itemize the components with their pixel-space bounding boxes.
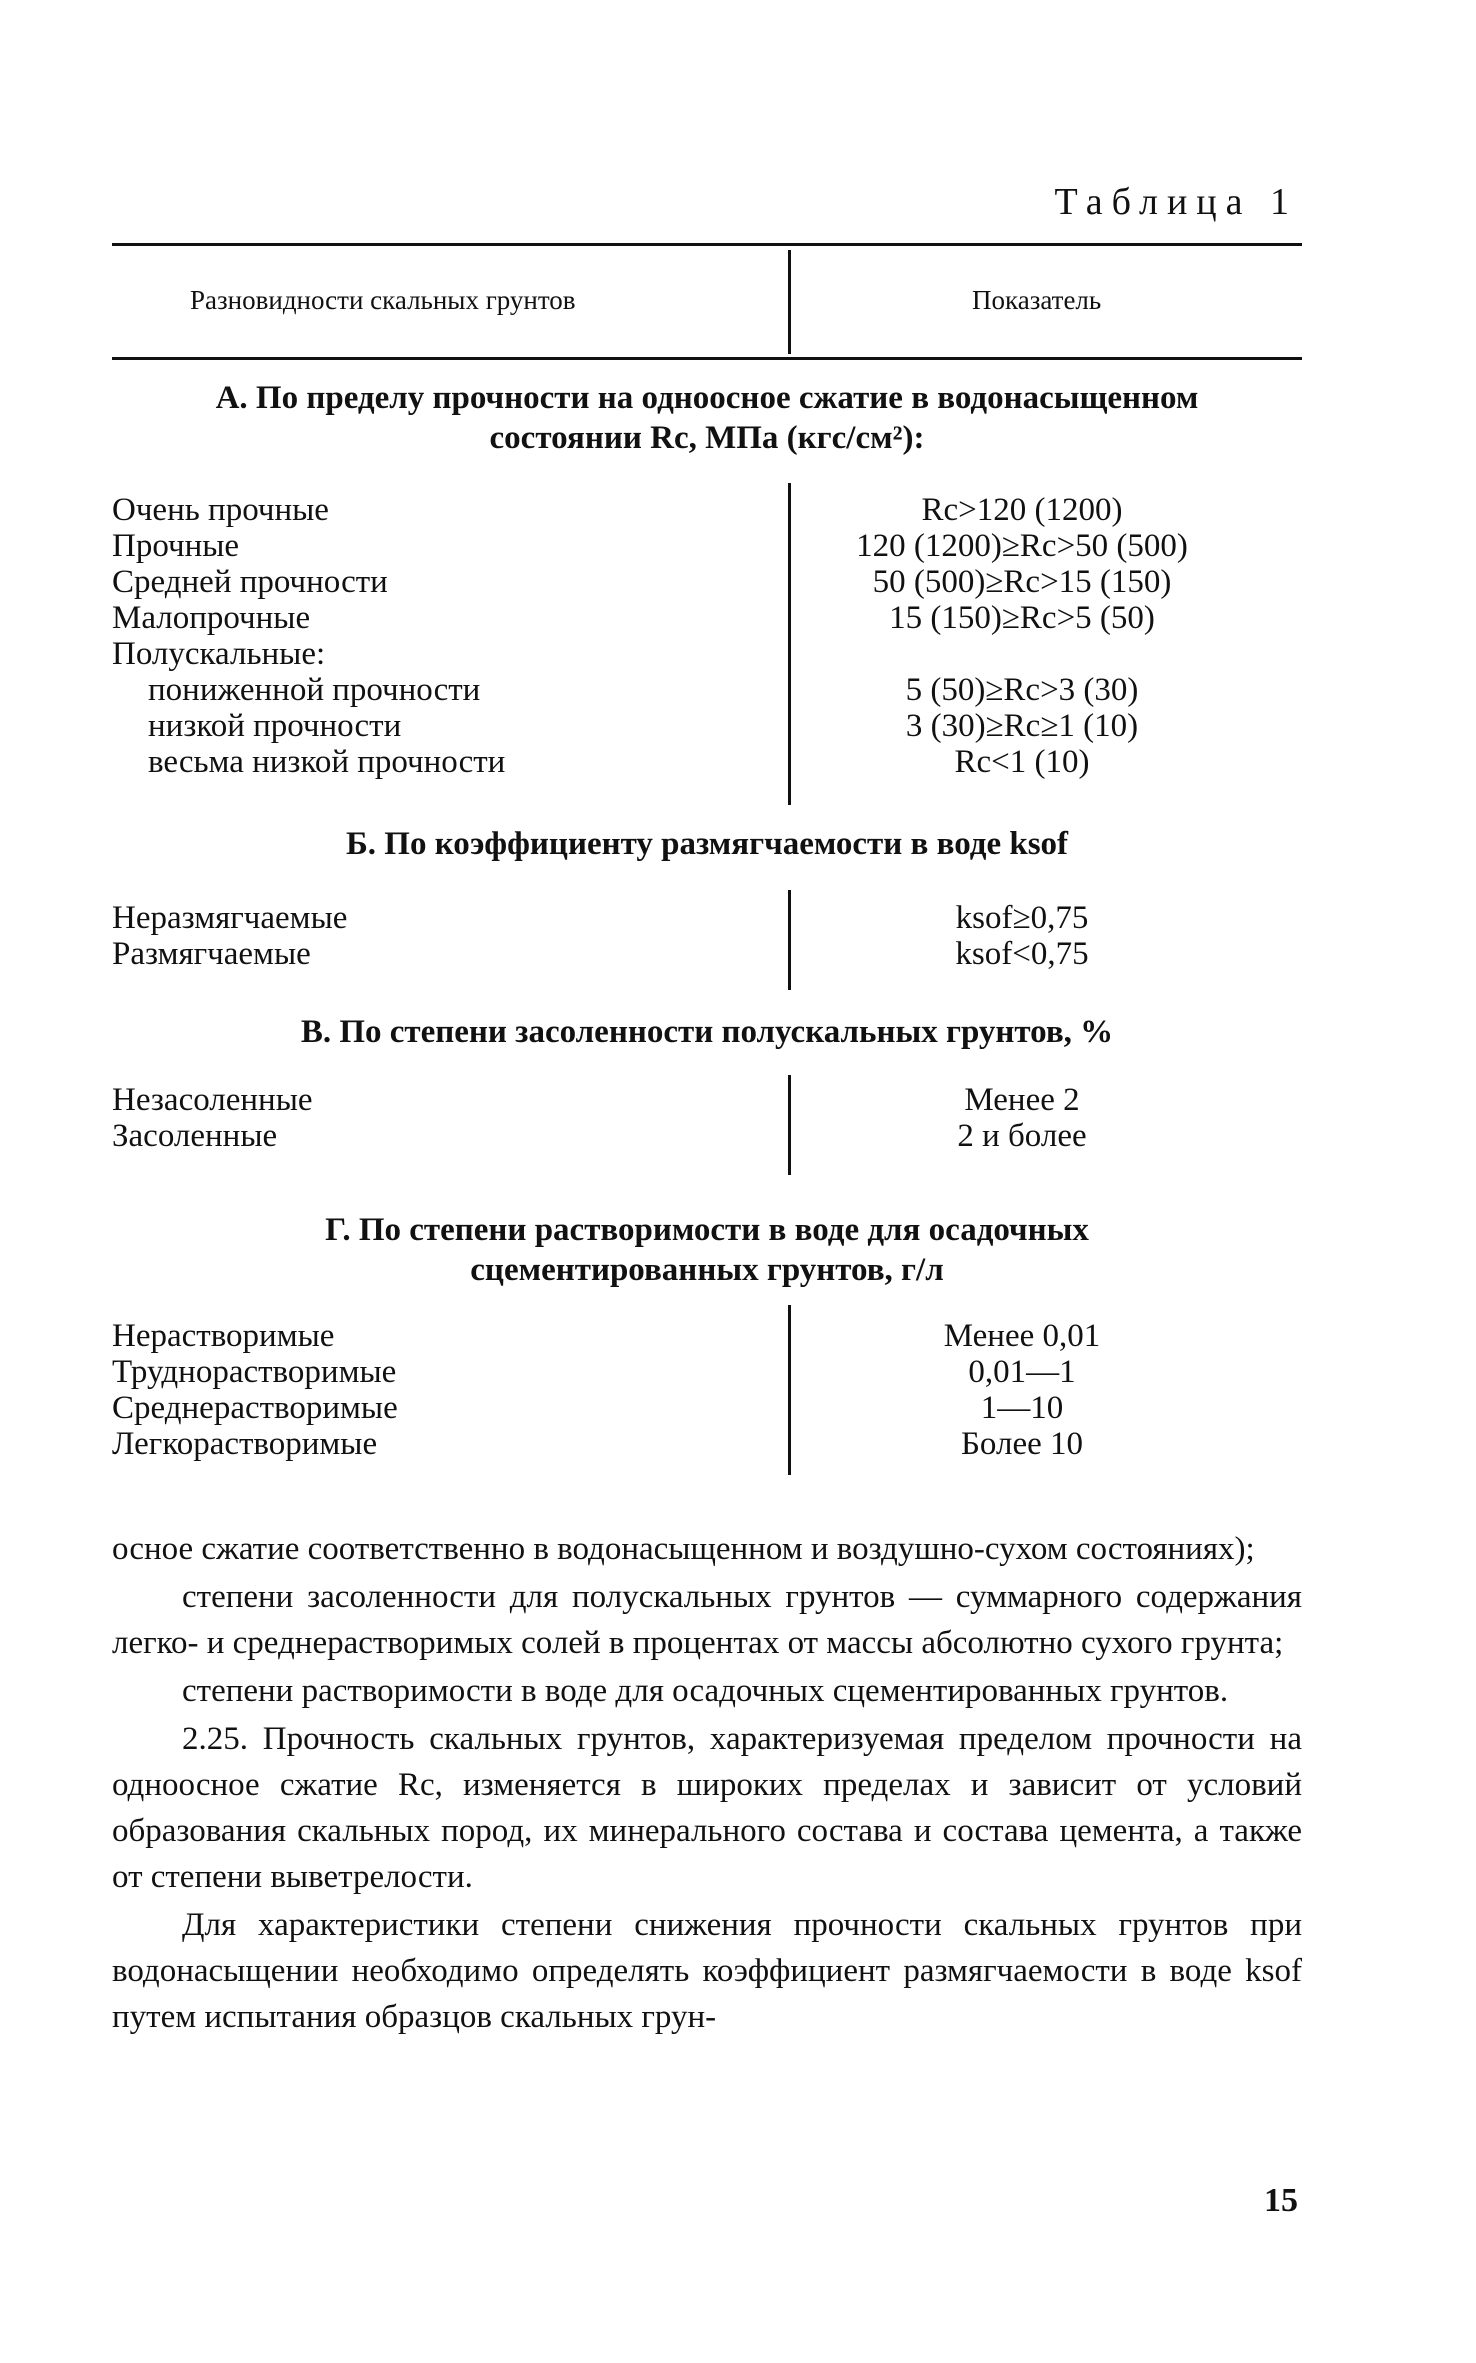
row-label: Среднерастворимые bbox=[112, 1390, 398, 1426]
row-label: Средней прочности bbox=[112, 564, 388, 600]
row-label: Неразмягчаемые bbox=[112, 900, 348, 936]
row-value: Менее 0,01 bbox=[943, 1318, 1101, 1354]
row-value: 5 (50)≥Rс>3 (30) bbox=[905, 672, 1139, 708]
row-value: 120 (1200)≥Rс>50 (500) bbox=[856, 528, 1188, 564]
row-value: Rс<1 (10) bbox=[954, 744, 1090, 780]
header-right: Показатель bbox=[972, 285, 1102, 315]
section-d-title bbox=[112, 1210, 1302, 1290]
section-b-title bbox=[112, 824, 1302, 864]
table-row bbox=[112, 1082, 1302, 1118]
table-row bbox=[112, 1390, 1302, 1426]
table-top-rule bbox=[112, 243, 1302, 246]
table-row bbox=[112, 936, 1302, 972]
row-label: Прочные bbox=[112, 528, 240, 564]
section-b-title-line1: Б. По коэффициенту размягчаемости в воде ksof bbox=[345, 826, 1069, 862]
row-value: 3 (30)≥Rс≥1 (10) bbox=[905, 708, 1139, 744]
section-c-title bbox=[112, 1012, 1302, 1052]
table-row bbox=[112, 1426, 1302, 1462]
row-value: Более 10 bbox=[960, 1426, 1084, 1462]
row-label: низкой прочности bbox=[148, 708, 402, 744]
row-value: Менее 2 bbox=[964, 1082, 1080, 1118]
table-row bbox=[112, 708, 1302, 744]
paragraph: степени засоленности для полускальных грунтов — суммарного содержания легко- и среднерастворимых солей в процентах от массы абсолютно сухого грунта; bbox=[112, 1579, 1302, 1661]
header-divider bbox=[788, 250, 791, 354]
row-value: 0,01—1 bbox=[968, 1354, 1076, 1390]
table-row bbox=[112, 564, 1302, 600]
table-row bbox=[112, 1318, 1302, 1354]
section-a-rows bbox=[112, 492, 1302, 780]
table-title: Таблица 1 bbox=[1054, 181, 1298, 223]
section-c-rows bbox=[112, 1082, 1302, 1154]
row-label: пониженной прочности bbox=[148, 672, 481, 708]
section-a-title-line1: А. По пределу прочности на одноосное сжатие в водонасыщенном bbox=[215, 380, 1199, 416]
row-label: Труднорастворимые bbox=[112, 1354, 397, 1390]
header-bottom-rule bbox=[112, 357, 1302, 360]
section-c-title-line1: В. По степени засоленности полускальных грунтов, % bbox=[300, 1014, 1114, 1050]
row-label: Нерастворимые bbox=[112, 1318, 335, 1354]
table-row bbox=[112, 492, 1302, 528]
row-label: Полускальные: bbox=[112, 636, 326, 672]
row-label: Очень прочные bbox=[112, 492, 329, 528]
table-row bbox=[112, 528, 1302, 564]
row-value: 2 и более bbox=[957, 1118, 1087, 1154]
row-value: 1—10 bbox=[980, 1390, 1064, 1426]
row-label: Малопрочные bbox=[112, 600, 311, 636]
row-label: Незасоленные bbox=[112, 1082, 313, 1118]
row-value: 15 (150)≥Rс>5 (50) bbox=[889, 600, 1155, 636]
paragraph: осное сжатие соответственно в водонасыщенном и воздушно-сухом состояниях); bbox=[112, 1531, 1255, 1567]
header-left: Разновидности скальных грунтов bbox=[190, 285, 576, 315]
row-label: Засоленные bbox=[112, 1118, 278, 1154]
table-row bbox=[112, 672, 1302, 708]
table-row bbox=[112, 636, 1302, 672]
table-row bbox=[112, 1354, 1302, 1390]
table-row bbox=[112, 600, 1302, 636]
table-row bbox=[112, 1118, 1302, 1154]
row-value: Rс>120 (1200) bbox=[921, 492, 1123, 528]
paragraph: степени растворимости в воде для осадочных сцементированных грунтов. bbox=[182, 1673, 1229, 1709]
paragraph: 2.25. Прочность скальных грунтов, характеризуемая пределом прочности на одноосное сжатие Rс, изменяется в широких пределах и зависит от условий образования скальных пород, их минерального состава и состава цемента, а также от степени выветрелости. bbox=[112, 1721, 1302, 1895]
row-label: Размягчаемые bbox=[112, 936, 311, 972]
row-value: 50 (500)≥Rс>15 (150) bbox=[872, 564, 1172, 600]
row-label: Легкорастворимые bbox=[112, 1426, 378, 1462]
section-a-title bbox=[112, 378, 1302, 458]
row-value: ksof<0,75 bbox=[955, 936, 1089, 972]
section-d-title-line2: сцементированных грунтов, г/л bbox=[470, 1252, 944, 1288]
section-a-title-line2: состоянии Rс, МПа (кгс/см²): bbox=[489, 420, 925, 456]
table-row bbox=[112, 900, 1302, 936]
page-number: 15 bbox=[1264, 2182, 1298, 2219]
row-label: весьма низкой прочности bbox=[148, 744, 506, 780]
row-value: ksof≥0,75 bbox=[955, 900, 1089, 936]
section-d-title-line1: Г. По степени растворимости в воде для осадочных bbox=[325, 1212, 1089, 1248]
body-text bbox=[112, 1526, 1302, 2042]
paragraph: Для характеристики степени снижения прочности скальных грунтов при водонасыщении необходимо определять коэффициент размягчаемости в воде ksof путем испытания образцов скальных грун- bbox=[112, 1907, 1302, 2035]
section-b-rows bbox=[112, 900, 1302, 972]
section-d-rows bbox=[112, 1318, 1302, 1462]
table-row bbox=[112, 744, 1302, 780]
